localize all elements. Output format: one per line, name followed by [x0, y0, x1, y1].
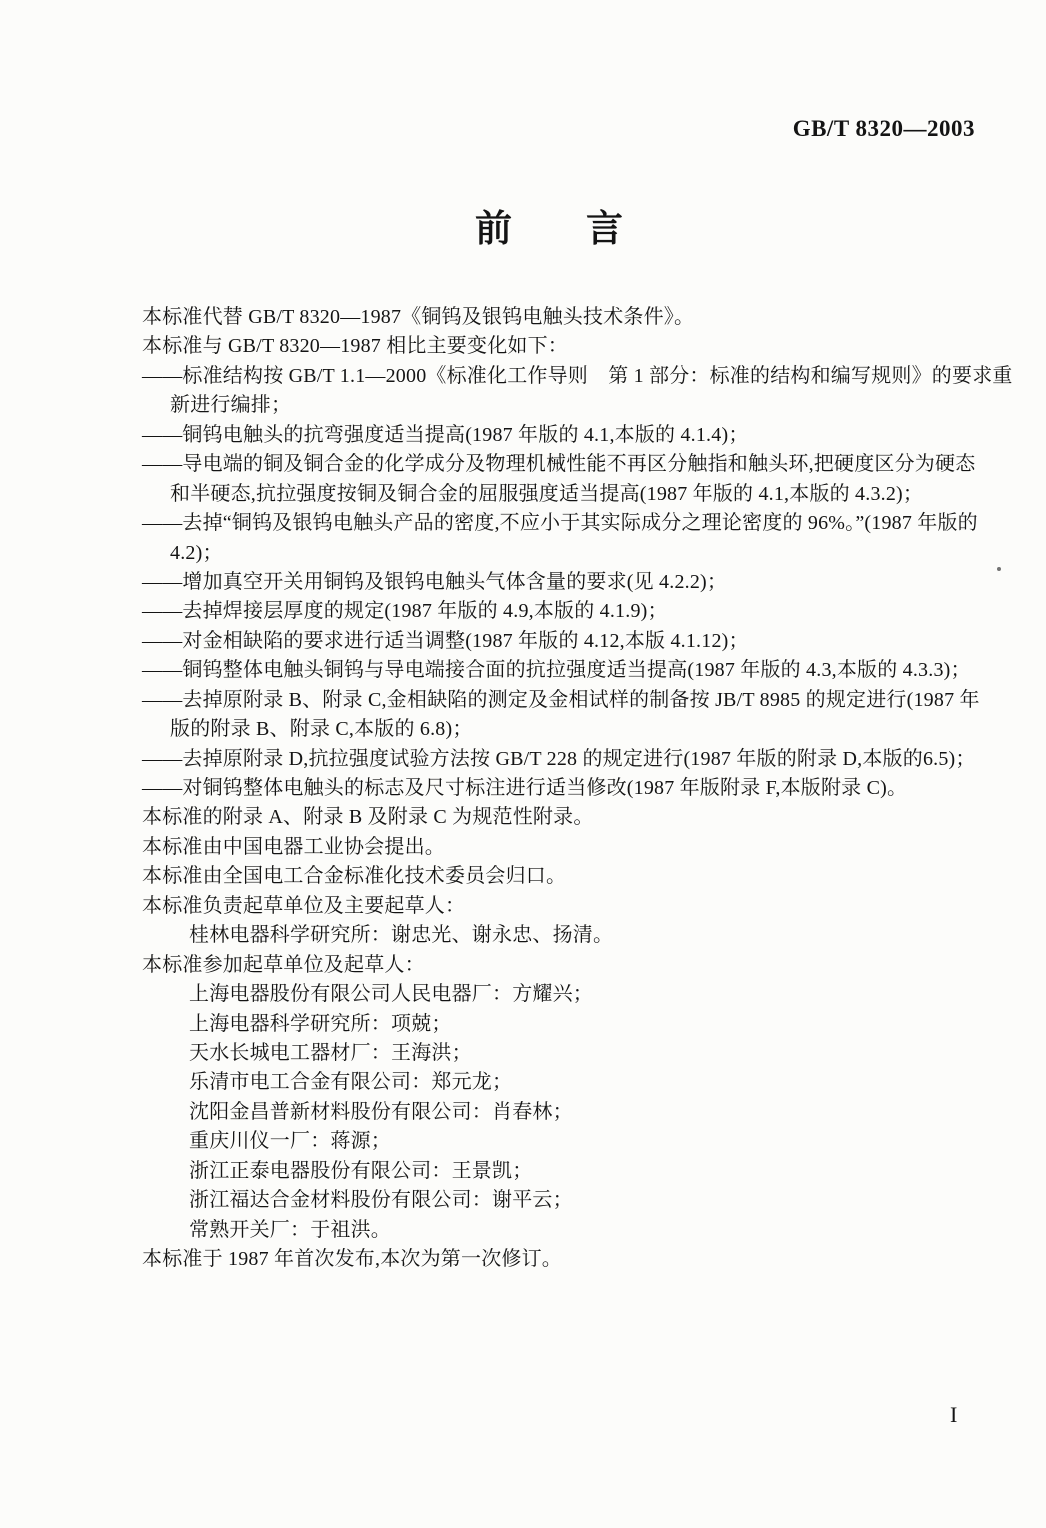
text-line: 沈阳金昌普新材料股份有限公司：肖春林；: [189, 1100, 573, 1123]
page-title: 前 言: [475, 209, 623, 250]
text-line: 4.2)；: [170, 541, 223, 564]
text-line: ——铜钨整体电触头铜钨与导电端接合面的抗拉强度适当提高(1987 年版的 4.3,本版的 4.3.3)；: [142, 659, 971, 682]
text-line: 天水长城电工器材厂：王海洪；: [189, 1041, 472, 1064]
text-line: ——去掉原附录 B、附录 C,金相缺陷的测定及金相试样的制备按 JB/T 8985 的规定进行(1987 年: [142, 688, 980, 711]
text-line: 版的附录 B、附录 C,本版的 6.8)；: [170, 718, 473, 741]
text-line: 本标准代替 GB/T 8320—1987《铜钨及银钨电触头技术条件》。: [142, 306, 695, 328]
text-line: ——导电端的铜及铜合金的化学成分及物理机械性能不再区分触指和触头环,把硬度区分为硬态: [142, 453, 976, 476]
text-line: 上海电器科学研究所：项兢；: [189, 1012, 452, 1035]
text-line: 上海电器股份有限公司人民电器厂：方耀兴；: [189, 983, 593, 1006]
text-line: ——标准结构按 GB/T 1.1—2000《标准化工作导则 第 1 部分：标准的结构和编写规则》的要求重: [142, 364, 1013, 387]
text-line: 浙江正泰电器股份有限公司：王景凯；: [189, 1159, 533, 1182]
text-line: 本标准与 GB/T 8320—1987 相比主要变化如下：: [142, 335, 568, 358]
text-line: 常熟开关厂：于祖洪。: [189, 1218, 391, 1241]
text-line: 本标准参加起草单位及起草人：: [142, 953, 425, 976]
text-line: 本标准由中国电器工业协会提出。: [142, 835, 445, 858]
text-line: 本标准由全国电工合金标准化技术委员会归口。: [142, 865, 567, 888]
text-line: 本标准于 1987 年首次发布,本次为第一次修订。: [142, 1248, 562, 1270]
text-line: ——去掉“铜钨及银钨电触头产品的密度,不应小于其实际成分之理论密度的 96%。”(1987 年版的: [142, 512, 978, 535]
text-line: ——去掉原附录 D,抗拉强度试验方法按 GB/T 228 的规定进行(1987 年版的附录 D,本版的6.5)；: [142, 747, 976, 770]
scan-artifact-dot: [997, 567, 1001, 571]
text-line: 新进行编排；: [170, 394, 292, 417]
standard-code: GB/T 8320—2003: [792, 116, 975, 141]
foreword-body: [142, 303, 1013, 1274]
text-line: 和半硬态,抗拉强度按铜及铜合金的屈服强度适当提高(1987 年版的 4.1,本版的 4.3.2)；: [170, 482, 924, 505]
text-line: 本标准负责起草单位及主要起草人：: [142, 894, 466, 917]
text-line: 浙江福达合金材料股份有限公司：谢平云；: [189, 1189, 573, 1212]
text-line: 重庆川仪一厂：蒋源；: [189, 1130, 391, 1153]
text-line: ——对金相缺陷的要求进行适当调整(1987 年版的 4.12,本版 4.1.12)；: [142, 629, 749, 652]
text-line: 乐清市电工合金有限公司：郑元龙；: [189, 1071, 513, 1094]
text-line: ——对铜钨整体电触头的标志及尺寸标注进行适当修改(1987 年版附录 F,本版附录 C)。: [142, 777, 908, 799]
text-line: ——增加真空开关用铜钨及银钨电触头气体含量的要求(见 4.2.2)；: [142, 570, 728, 593]
text-line: 桂林电器科学研究所：谢忠光、谢永忠、扬清。: [189, 924, 614, 947]
text-line: ——去掉焊接层厚度的规定(1987 年版的 4.9,本版的 4.1.9)；: [142, 600, 668, 623]
text-line: ——铜钨电触头的抗弯强度适当提高(1987 年版的 4.1,本版的 4.1.4)；: [142, 423, 749, 446]
text-line: 本标准的附录 A、附录 B 及附录 C 为规范性附录。: [142, 806, 594, 829]
page-number: I: [950, 1402, 958, 1427]
